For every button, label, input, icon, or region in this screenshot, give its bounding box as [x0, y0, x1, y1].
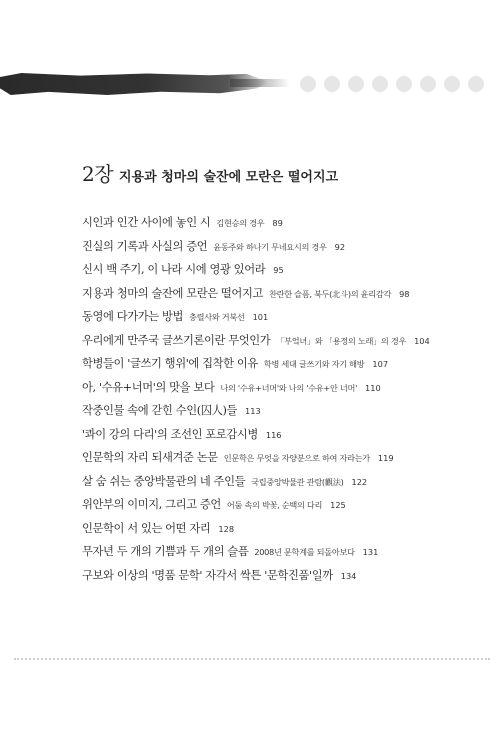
toc-entry-title: 위안부의 이미지, 그리고 증언: [82, 498, 221, 511]
table-of-contents: [82, 209, 482, 585]
toc-entry-page-number: 92: [334, 241, 346, 252]
chapter-number: 2장: [82, 162, 114, 186]
chapter-title: 지용과 청마의 술잔에 모란은 떨어지고: [119, 170, 339, 185]
toc-entry-subtitle: 국립중앙박물관 관람(觀法): [251, 476, 344, 487]
toc-entry-subtitle: 김현승의 경우: [216, 218, 265, 228]
decorative-dot: [396, 76, 412, 92]
toc-entry-page-number: 113: [245, 406, 261, 416]
toc-entry-title: '콰이 강의 다리'의 조선인 포로감시병: [82, 427, 258, 441]
decorative-dot: [420, 76, 436, 92]
toc-entry-page-number: 116: [265, 429, 282, 440]
dotted-divider: [14, 658, 490, 660]
toc-entry: [82, 562, 482, 586]
toc-entry: [82, 538, 482, 562]
toc-entry-subtitle: 학병 세대 글쓰기와 자기 해방: [263, 359, 365, 369]
toc-entry-page-number: 122: [351, 476, 368, 487]
decorative-dot: [372, 76, 388, 92]
toc-entry-page-number: 104: [414, 335, 430, 346]
toc-entry-page-number: 125: [330, 500, 346, 510]
toc-entry-page-number: 89: [272, 218, 283, 228]
toc-entry-subtitle: 인문학은 무엇을 자양분으로 하여 자라는가: [223, 453, 370, 463]
toc-entry-title: 학병들이 '글쓰기 행위'에 집착한 이유: [82, 357, 258, 370]
toc-entry-title: 신시 백 주기, 이 나라 시에 영광 있어라: [82, 263, 266, 276]
chapter-heading: [82, 158, 338, 187]
toc-entry-title: 우리에게 만주국 글쓰기론이란 무엇인가: [82, 333, 271, 347]
decorative-dot: [300, 76, 316, 92]
toc-entry-title: 지용과 청마의 술잔에 모란은 떨어지고: [82, 286, 263, 300]
toc-entry: [82, 515, 482, 539]
toc-entry-page-number: 110: [365, 382, 381, 393]
toc-entry-page-number: 101: [252, 312, 269, 322]
toc-entry-subtitle: 2008년 문학계를 되돌아보다: [254, 547, 355, 557]
toc-entry: [82, 491, 482, 515]
toc-entry-page-number: 128: [218, 523, 235, 534]
toc-entry-subtitle: 윤동주와 하나기 무네요시의 경우: [213, 241, 327, 252]
decorative-dot: [468, 76, 484, 92]
toc-entry: [82, 327, 482, 351]
toc-entry: [82, 350, 482, 374]
toc-entry-subtitle: 어둠 속의 박꽃, 순백의 다리: [226, 500, 323, 510]
decorative-header-band: [0, 70, 500, 100]
toc-entry-title: 인문학의 자리 되새겨준 논문: [82, 451, 218, 464]
toc-entry: [82, 303, 482, 327]
toc-entry: [82, 256, 482, 280]
toc-entry-title: 인문학이 서 있는 어떤 자리: [82, 521, 211, 535]
toc-entry: [82, 444, 482, 468]
toc-entry-title: 시인과 인간 사이에 놓인 시: [82, 216, 211, 229]
ink-brush-tail: [230, 79, 290, 87]
toc-entry-title: 무자년 두 개의 기쁨과 두 개의 슬픔: [82, 545, 249, 558]
toc-entry: [82, 209, 482, 233]
toc-entry: [82, 280, 482, 304]
toc-entry-title: 아, '수유+너머'의 맛을 보다: [82, 380, 215, 394]
decorative-dot: [348, 76, 364, 92]
toc-entry-page-number: 134: [340, 570, 357, 581]
toc-entry: [82, 233, 482, 257]
toc-entry-page-number: 107: [372, 359, 389, 369]
toc-entry: [82, 468, 482, 492]
decorative-dot: [324, 76, 340, 92]
ink-brush-stroke: [0, 73, 268, 95]
toc-entry-page-number: 119: [377, 453, 394, 463]
toc-entry-title: 구보와 이상의 '명품 문학' 자각서 싹튼 '문학진품'일까: [82, 568, 333, 582]
toc-entry-subtitle: 나의 '수유+너머'와 나의 '수유+안 너머': [220, 382, 358, 393]
toc-entry-page-number: 131: [362, 547, 379, 557]
toc-entry-title: 동영에 다가가는 방법: [82, 310, 183, 323]
toc-entry: [82, 397, 482, 421]
toc-entry-subtitle: 충렬사와 거북선: [189, 312, 245, 322]
decorative-dot: [444, 76, 460, 92]
toc-entry-title: 살 숨 쉬는 중앙박물관의 네 주인들: [82, 474, 246, 488]
toc-entry: [82, 421, 482, 445]
toc-entry-page-number: 95: [273, 265, 284, 275]
toc-entry: [82, 374, 482, 398]
toc-entry-title: 작중인물 속에 갇힌 수인(囚人)들: [82, 404, 238, 417]
toc-entry-page-number: 98: [399, 288, 410, 299]
decorative-dot-row: [300, 76, 484, 92]
toc-entry-subtitle: 찬란한 슬픔, 북두(北斗)의 윤리감각: [268, 288, 392, 299]
toc-entry-subtitle: 「부엌녀」와 「용정의 노래」의 경우: [276, 335, 407, 346]
toc-entry-title: 진실의 기록과 사실의 증언: [82, 239, 208, 253]
